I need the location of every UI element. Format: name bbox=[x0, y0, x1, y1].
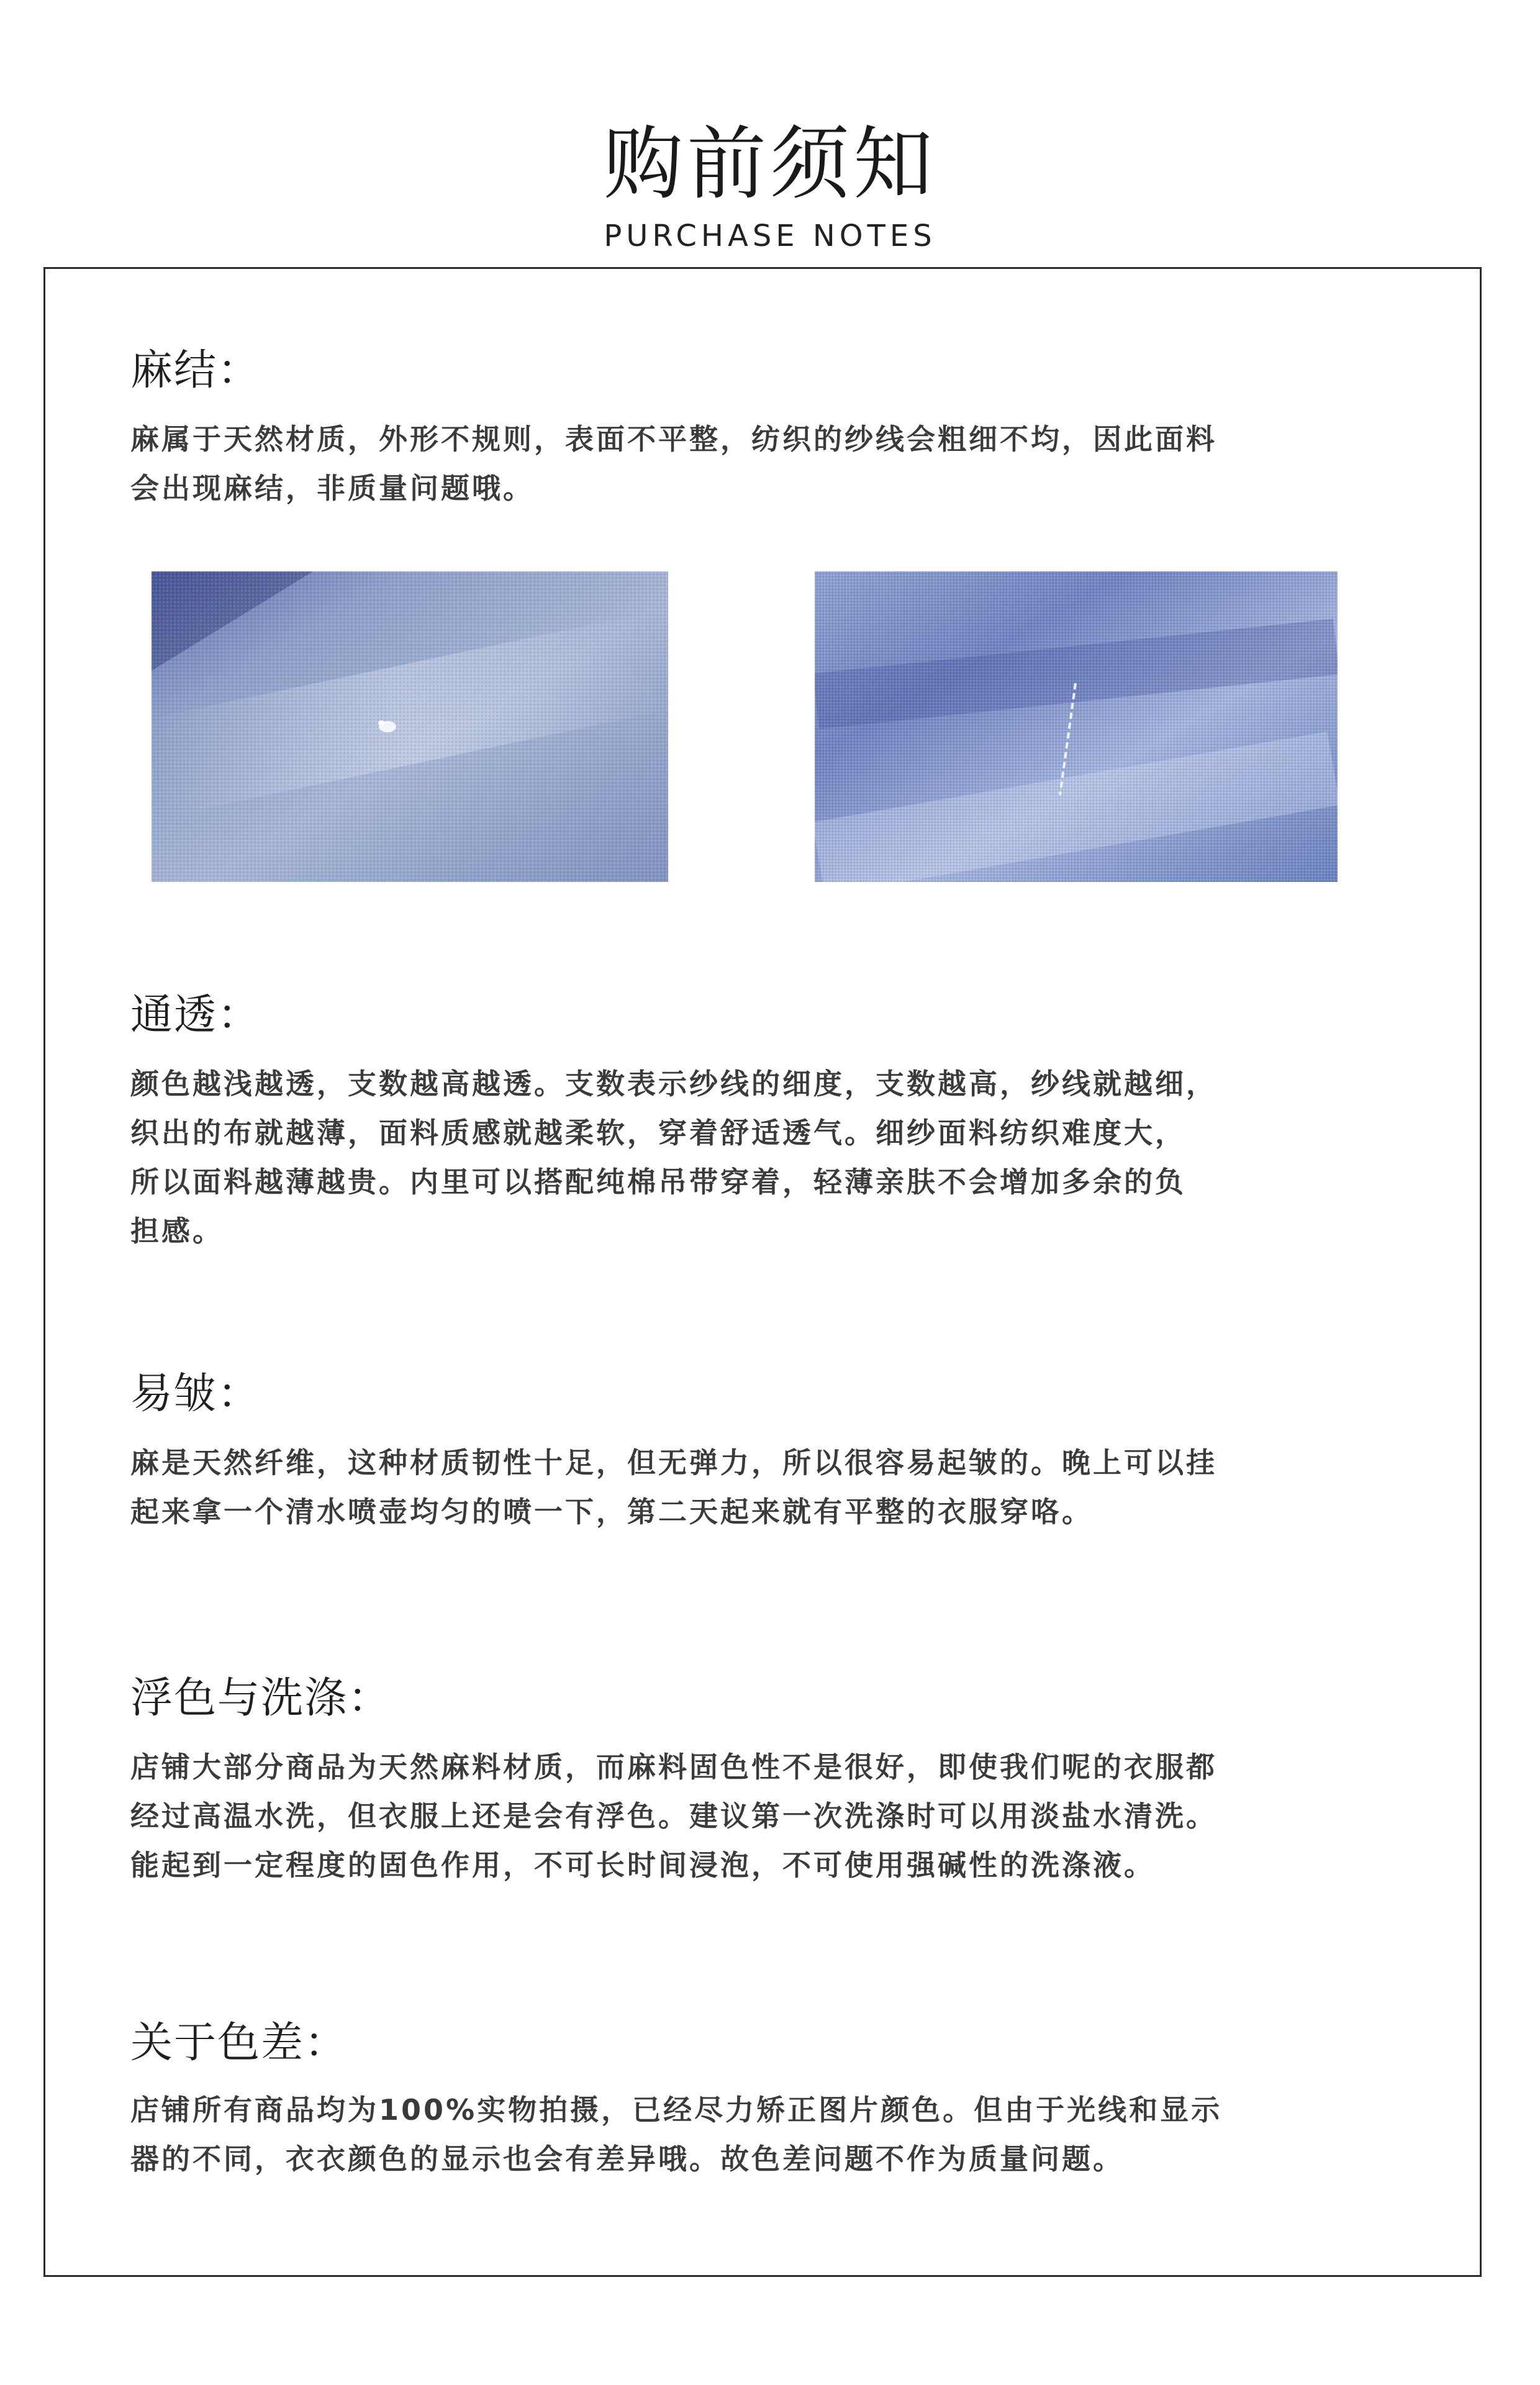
text-line: 能起到一定程度的固色作用，不可长时间浸泡，不可使用强碱性的洗涤液。 bbox=[130, 1848, 1155, 1882]
page-subtitle: PURCHASE NOTES bbox=[604, 219, 936, 253]
fabric-image-icon bbox=[815, 571, 1338, 882]
section-title-breathable: 通透： bbox=[130, 991, 261, 1040]
notes-frame bbox=[43, 267, 1482, 2277]
text-line: 麻是天然纤维，这种材质韧性十足，但无弹力，所以很容易起皱的。晚上可以挂 bbox=[130, 1446, 1217, 1479]
section-body-color-difference bbox=[130, 2086, 1410, 2184]
text-line: 织出的布就越薄，面料质感就越柔软，穿着舒适透气。细纱面料纺织难度大， bbox=[130, 1116, 1186, 1150]
text-line: 器的不同，衣衣颜色的显示也会有差异哦。故色差问题不作为质量问题。 bbox=[130, 2142, 1124, 2176]
section-title-washing: 浮色与洗涤： bbox=[130, 1674, 392, 1723]
text-line: 麻属于天然材质，外形不规则，表面不平整，纺织的纱线会粗细不均，因此面料 bbox=[130, 422, 1217, 456]
page-header bbox=[0, 118, 1540, 255]
text-line: 颜色越浅越透，支数越高越透。支数表示纱线的细度，支数越高，纱线就越细， bbox=[130, 1067, 1217, 1101]
section-title-slub: 麻结： bbox=[130, 346, 261, 395]
linen-fabric-slub-photo bbox=[152, 571, 668, 882]
text-line: 担感。 bbox=[130, 1214, 224, 1248]
section-body-slub bbox=[130, 415, 1410, 513]
section-body-washing bbox=[130, 1743, 1410, 1890]
section-title-color-difference: 关于色差： bbox=[130, 2019, 348, 2068]
text-line: 会出现麻结，非质量问题哦。 bbox=[130, 471, 534, 505]
text-line: 店铺大部分商品为天然麻料材质，而麻料固色性不是很好，即使我们呢的衣服都 bbox=[130, 1750, 1217, 1784]
section-title-wrinkle: 易皱： bbox=[130, 1370, 261, 1419]
fabric-image-icon bbox=[152, 571, 668, 882]
section-body-breathable bbox=[130, 1060, 1410, 1256]
text-line: 经过高温水洗，但衣服上还是会有浮色。建议第一次洗涤时可以用淡盐水清洗。 bbox=[130, 1799, 1217, 1833]
section-body-wrinkle bbox=[130, 1438, 1410, 1537]
page-title: 购前须知 bbox=[603, 118, 936, 211]
text-line: 起来拿一个清水喷壶均匀的喷一下，第二天起来就有平整的衣服穿咯。 bbox=[130, 1495, 1093, 1529]
linen-fabric-weave-photo bbox=[815, 571, 1338, 882]
text-line: 所以面料越薄越贵。内里可以搭配纯棉吊带穿着，轻薄亲肤不会增加多余的负 bbox=[130, 1165, 1186, 1199]
text-line: 店铺所有商品均为100%实物拍摄，已经尽力矫正图片颜色。但由于光线和显示 bbox=[130, 2093, 1223, 2127]
